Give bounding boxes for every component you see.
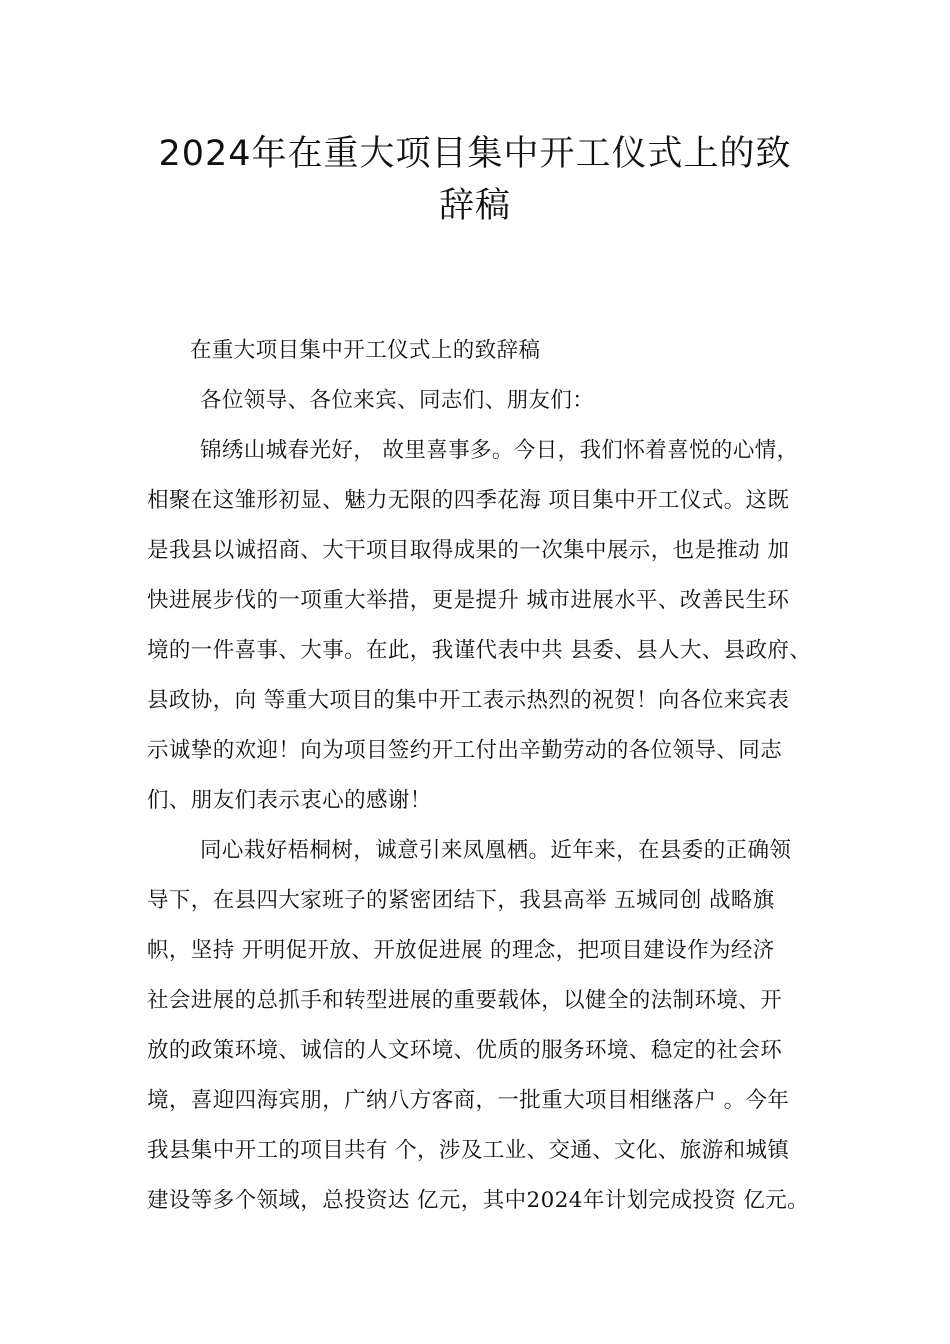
paragraph-2-line: 同心栽好梧桐树，诚意引来凤凰栖。近年来，在县委的正确领 (200, 838, 792, 863)
paragraph-2-line: 放的政策环境、诚信的人文环境、优质的服务环境、稳定的社会环 (147, 1038, 783, 1063)
title-line-2: 辞稿 (438, 186, 511, 226)
paragraph-2-line: 我县集中开工的项目共有 个，涉及工业、交通、文化、旅游和城镇 (147, 1138, 790, 1163)
paragraph-2-line: 帜，坚持 开明促开放、开放促进展 的理念，把项目建设作为经济 (147, 938, 775, 963)
salutation: 各位领导、各位来宾、同志们、朋友们： (200, 388, 595, 413)
paragraph-2-line: 境，喜迎四海宾朋，广纳八方客商，一批重大项目相继落户 。今年 (147, 1088, 790, 1113)
paragraph-1-line: 们、朋友们表示衷心的感谢！ (147, 788, 432, 813)
paragraph-2-line: 导下，在县四大家班子的紧密团结下，我县高举 五城同创 战略旗 (147, 888, 775, 913)
paragraph-1-line: 县政协，向 等重大项目的集中开工表示热烈的祝贺！向各位来宾表 (147, 688, 790, 713)
paragraph-1-line: 锦绣山城春光好， 故里喜事多。今日，我们怀着喜悦的心情， (200, 438, 799, 463)
paragraph-1-line: 境的一件喜事、大事。在此，我谨代表中共 县委、县人大、县政府、 (147, 638, 812, 663)
subtitle: 在重大项目集中开工仪式上的致辞稿 (190, 338, 541, 363)
title-line-1: 2024年在重大项目集中开工仪式上的致 (158, 134, 792, 174)
paragraph-1-line: 快进展步伐的一项重大举措，更是提升 城市进展水平、改善民生环 (147, 588, 790, 613)
paragraph-2-line: 建设等多个领域，总投资达 亿元，其中2024年计划完成投资 亿元。 (147, 1188, 810, 1213)
paragraph-2-line: 社会进展的总抓手和转型进展的重要载体，以健全的法制环境、开 (147, 988, 783, 1013)
paragraph-1-line: 示诚挚的欢迎！向为项目签约开工付出辛勤劳动的各位领导、同志 (147, 738, 783, 763)
paragraph-1-line: 相聚在这雏形初显、魅力无限的四季花海 项目集中开工仪式。这既 (147, 488, 790, 513)
paragraph-1-line: 是我县以诚招商、大干项目取得成果的一次集中展示，也是推动 加 (147, 538, 790, 563)
document-title (130, 128, 820, 232)
